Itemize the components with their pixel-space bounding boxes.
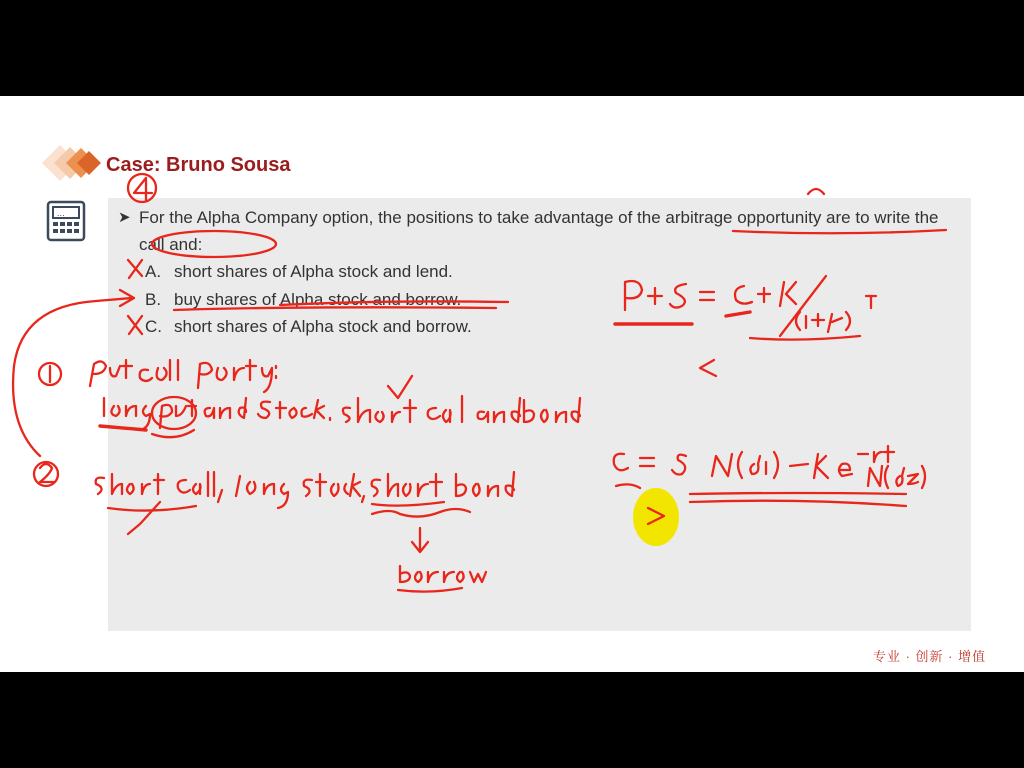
arrow-bullet-icon: ➤ <box>118 209 131 226</box>
question-text: For the Alpha Company option, the positions to take advantage of the arbitrage opportunity are to write the call and: <box>139 208 939 254</box>
question-bullet <box>118 204 958 258</box>
svg-text:...: ... <box>57 209 65 218</box>
calculator-icon <box>46 200 86 242</box>
slide <box>0 96 1024 672</box>
answer-options <box>145 258 472 341</box>
option-a: A. short shares of Alpha stock and lend. <box>145 262 453 281</box>
option-b: B. buy shares of Alpha stock and borrow. <box>145 289 462 309</box>
slide-title: Case: Bruno Sousa <box>106 154 291 176</box>
option-c: C. short shares of Alpha stock and borrow. <box>145 317 472 336</box>
company-logo-icon <box>22 138 118 188</box>
footer-brand: 专业 · 创新 · 增值 <box>873 649 987 664</box>
